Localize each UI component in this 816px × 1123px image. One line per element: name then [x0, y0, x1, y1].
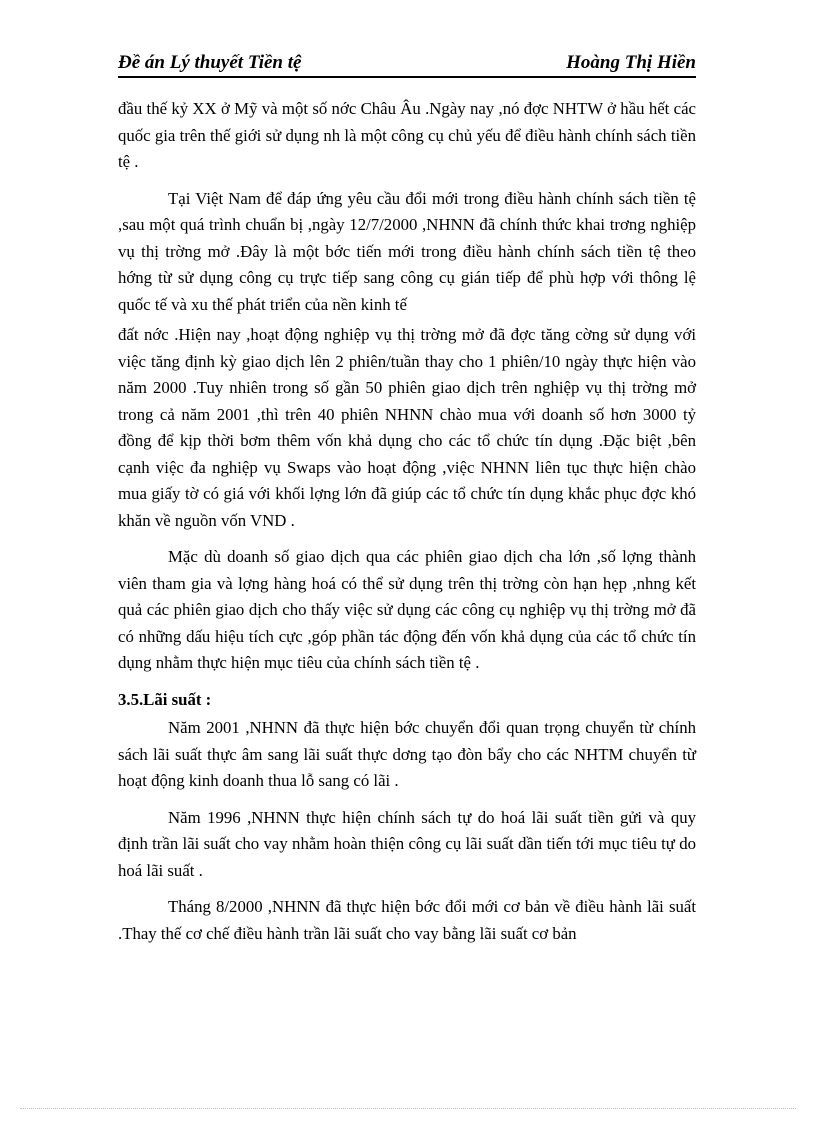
- paragraph-6: Năm 1996 ,NHNN thực hiện chính sách tự do hoá lãi suất tiền gửi và quy định trần lãi suất cho vay nhằm hoàn thiện công cụ lãi suất dần tiến tới mục tiêu tự do hoá lãi suất .: [118, 807, 696, 880]
- paragraph-3: đất nớc .Hiện nay ,hoạt động nghiệp vụ thị trờng mở đã đợc tăng cờng sử dụng với việc tăng định kỳ giao dịch lên 2 phiên/tuần thay cho 1 phiên/10 ngày thực hiện vào năm 2000 .Tuy nhiên trong số gần 50 phiên giao dịch trên nghiệp vụ thị trờng mở trong cả năm 2001 ,thì trên 40 phiên NHNN chào mua với doanh số hơn 3000 tỷ đồng để kịp thời bơm thêm vốn khả dụng cho các tổ chức tín dụng .Đặc biệt ,bên cạnh việc đa nghiệp vụ Swaps vào hoạt động ,việc NHNN liên tục thực hiện chào mua giấy tờ có giá với khối lợng lớn đã giúp các tổ chức tín dụng khắc phục đợc khó khăn về nguồn vốn VND .: [118, 325, 696, 530]
- paragraph-7: Tháng 8/2000 ,NHNN đã thực hiện bớc đổi mới cơ bản về điều hành lãi suất .Thay thế cơ chế điều hành trần lãi suất cho vay bằng lãi suất cơ bản: [118, 897, 696, 943]
- paragraph-5: Năm 2001 ,NHNN đã thực hiện bớc chuyển đổi quan trọng chuyển từ chính sách lãi suất thực âm sang lãi suất thực dơng tạo đòn bẩy cho các NHTM chuyển từ hoạt động kinh doanh thua lỗ sang có lãi .: [118, 718, 696, 790]
- header-author: Hoàng Thị Hiền: [566, 52, 696, 73]
- document-body: [118, 96, 696, 957]
- page-header: [118, 52, 696, 78]
- section-heading: 3.5.Lãi suất :: [118, 689, 212, 709]
- paragraph-4: Mặc dù doanh số giao dịch qua các phiên giao dịch cha lớn ,số lợng thành viên tham gia và lợng hàng hoá có thể sử dụng trên thị trờng còn hạn hẹp ,nhng kết quả các phiên giao dịch cho thấy việc sử dụng các công cụ nghiệp vụ thị trờng mở đã có những dấu hiệu tích cực ,góp phần tác động đến vốn khả dụng của các tổ chức tín dụng nhằm thực hiện mục tiêu của chính sách tiền tệ .: [118, 547, 696, 672]
- paragraph-1: đầu thế kỷ XX ở Mỹ và một số nớc Châu Âu .Ngày nay ,nó đợc NHTW ở hầu hết các quốc gia trên thế giới sử dụng nh là một công cụ chủ yếu để điều hành chính sách tiền tệ .: [118, 99, 696, 171]
- header-title: Đề án Lý thuyết Tiền tệ: [118, 52, 302, 73]
- page-bottom-divider: [20, 1108, 796, 1109]
- paragraph-2: Tại Việt Nam để đáp ứng yêu cầu đổi mới trong điều hành chính sách tiền tệ ,sau một quá trình chuẩn bị ,ngày 12/7/2000 ,NHNN đã chính thức khai trơng nghiệp vụ thị trờng mở .Đây là một bớc tiến mới trong điều hành chính sách tiền tệ theo hớng từ sử dụng công cụ trực tiếp sang công cụ gián tiếp để phù hợp với thông lệ quốc tế và xu thế phát triển của nền kinh tế: [118, 188, 696, 314]
